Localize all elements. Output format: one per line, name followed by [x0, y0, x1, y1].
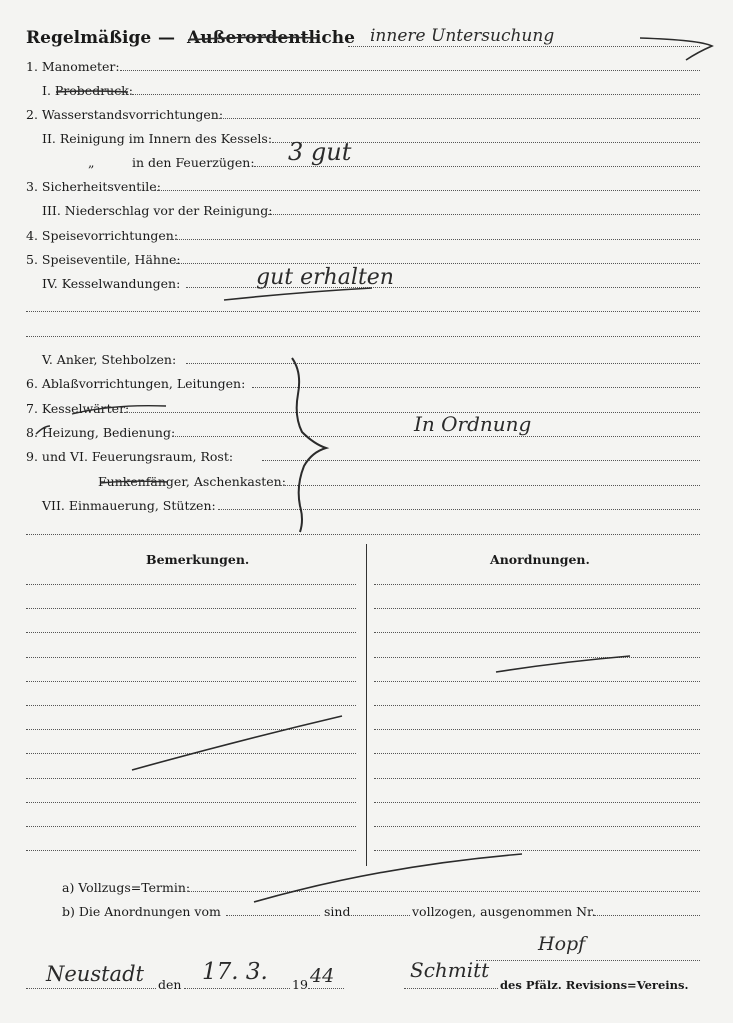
- item-feuerungsraum: 9. und VI. Feuerungsraum, Rost:: [26, 449, 234, 464]
- item-kesselwaerter: 7. Kesselwärter:: [26, 401, 130, 416]
- item-ditto-mark: „: [88, 155, 95, 170]
- handwritten-initials: Hopf: [538, 933, 586, 955]
- kesselwaerter-strike: [72, 406, 166, 414]
- anordnungen-header: Anordnungen.: [490, 552, 590, 567]
- year-prefix: 19: [292, 977, 308, 992]
- handwritten-kesselwandungen: gut erhalten: [256, 265, 394, 290]
- kesselwandungen-flourish: [224, 288, 372, 300]
- item-reinigung-innern: II. Reinigung im Innern des Kessels:: [42, 131, 273, 146]
- item-manometer: 1. Manometer:: [26, 59, 120, 74]
- heizung-strike: [36, 426, 50, 434]
- item-feuerzuege: in den Feuerzügen:: [132, 155, 255, 170]
- den-label: den: [158, 977, 182, 992]
- vollzugs-slash: [254, 854, 522, 902]
- title-scribble: [640, 38, 712, 60]
- handwritten-bracket-note: In Ordnung: [414, 412, 532, 436]
- anordnungen-slash: [496, 656, 630, 672]
- vollzugs-termin-label: a) Vollzugs=Termin:: [62, 880, 191, 895]
- item-wasserstand: 2. Wasserstandsvorrichtungen:: [26, 107, 224, 122]
- handwritten-year: 44: [310, 965, 335, 987]
- item-einmauerung: VII. Einmauerung, Stützen:: [42, 498, 216, 513]
- handwritten-place: Neustadt: [46, 962, 144, 986]
- item-heizung: 8. Heizung, Bedienung:: [26, 425, 176, 440]
- item-kesselwandungen: IV. Kesselwandungen:: [42, 276, 181, 291]
- item-niederschlag: III. Niederschlag vor der Reinigung:: [42, 203, 273, 218]
- form-title-dash: —: [158, 28, 175, 48]
- bemerkungen-slash: [132, 716, 342, 770]
- title-strikethrough: [188, 37, 318, 40]
- handwritten-signature: Schmitt: [410, 958, 490, 982]
- item-sicherheitsventile: 3. Sicherheitsventile:: [26, 179, 161, 194]
- form-title-extraordinary: Außerordentliche: [187, 28, 355, 48]
- association-name: des Pfälz. Revisions=Vereins.: [500, 978, 689, 992]
- item-probedruck: I. Probedruck:: [42, 83, 134, 98]
- anordnungen-vom-label: b) Die Anordnungen vom: [62, 904, 221, 919]
- item-speisevorrichtungen: 4. Speisevorrichtungen:: [26, 228, 179, 243]
- funkenfaenger-strike: [100, 481, 168, 483]
- handwritten-date: 17. 3.: [202, 959, 268, 985]
- bemerkungen-header: Bemerkungen.: [146, 552, 250, 567]
- vollzogen-label: vollzogen, ausgenommen Nr.: [412, 904, 596, 919]
- sind-label: sind: [324, 904, 351, 919]
- item-funkenfaenger: Funkenfänger, Aschenkasten:: [98, 474, 286, 489]
- item-speiseventile: 5. Speiseventile, Hähne:: [26, 252, 181, 267]
- curly-bracket: [292, 358, 326, 532]
- item-anker: V. Anker, Stehbolzen:: [42, 352, 177, 367]
- form-title-regular: Regelmäßige: [26, 28, 152, 48]
- handwritten-inspection-type: innere Untersuchung: [370, 26, 555, 46]
- item-ablass: 6. Ablaßvorrichtungen, Leitungen:: [26, 376, 246, 391]
- probedruck-strikethrough: [56, 91, 128, 92]
- handwritten-reinigung: 3 gut: [288, 138, 352, 166]
